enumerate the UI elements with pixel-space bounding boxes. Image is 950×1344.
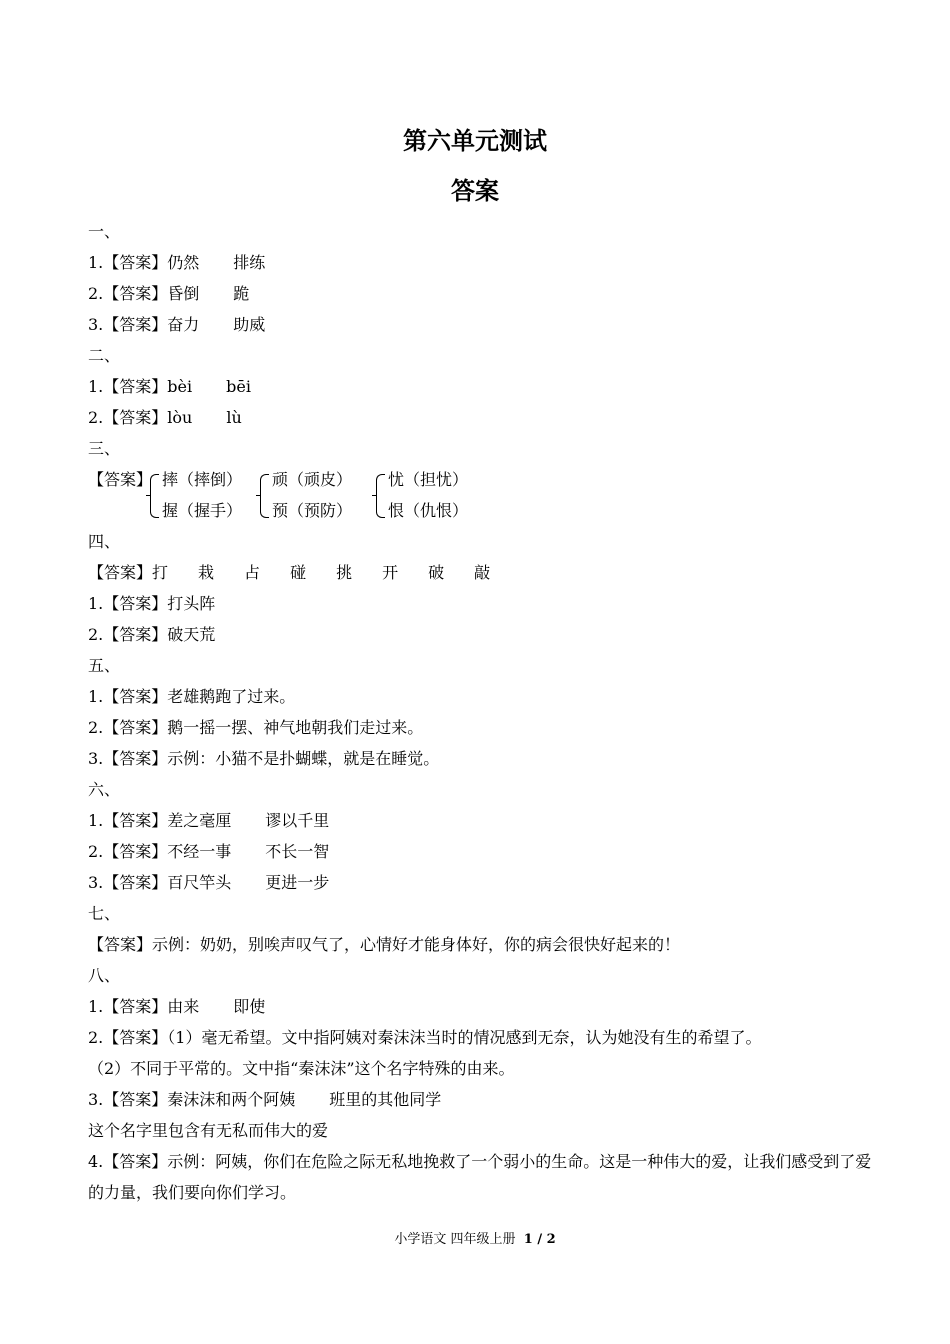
answer-line: 这个名字里包含有无私而伟大的爱	[88, 1121, 329, 1140]
answer-line: 1.【答案】bèi bēi	[88, 377, 251, 396]
brace-icon	[150, 474, 159, 518]
answer-line: 2.【答案】不经一事 不长一智	[88, 842, 330, 861]
answer-line: 2.【答案】昏倒 跪	[88, 284, 250, 303]
section-8-heading: 八、	[88, 966, 121, 985]
answer-line: 1.【答案】打头阵	[88, 594, 216, 613]
brace-icon	[260, 474, 269, 518]
page-number: 1 / 2	[523, 1232, 556, 1247]
section-7-heading: 七、	[88, 904, 121, 923]
section-5-heading: 五、	[88, 656, 121, 675]
brace-group	[376, 464, 468, 526]
answer-line: 2.【答案】（1）毫无希望。文中指阿姨对秦沫沫当时的情况感到无奈，认为她没有生的希望了。	[88, 1028, 762, 1047]
section-3-heading: 三、	[88, 439, 121, 458]
answer-line: 2.【答案】lòu lù	[88, 408, 242, 427]
answer-line: 【答案】示例：奶奶，别唉声叹气了，心情好才能身体好，你的病会很快好起来的！	[88, 935, 681, 954]
answer-line: 1.【答案】老雄鹅跑了过来。	[88, 687, 296, 706]
answer-line: （2）不同于平常的。文中指“秦沫沫”这个名字特殊的由来。	[88, 1059, 515, 1078]
group-item: 顽（顽皮）	[272, 470, 353, 489]
answer-line: 【答案】打 栽 占 碰 挑 开 破 敲	[88, 563, 491, 582]
page-subtitle: 答案	[451, 177, 499, 205]
brace-answer-row	[88, 464, 878, 526]
answer-line: 3.【答案】百尺竿头 更进一步	[88, 873, 330, 892]
answer-line: 2.【答案】鹅一摇一摆、神气地朝我们走过来。	[88, 718, 424, 737]
section-6-heading: 六、	[88, 780, 121, 799]
answer-label: 【答案】	[88, 470, 153, 489]
answer-line: 1.【答案】仍然 排练	[88, 253, 266, 272]
group-item: 握（握手）	[162, 501, 243, 520]
answer-line: 3.【答案】奋力 助威	[88, 315, 266, 334]
footer-text: 小学语文 四年级上册	[394, 1232, 516, 1247]
brace-icon	[376, 474, 385, 518]
group-item: 预（预防）	[272, 501, 353, 520]
answer-line: 2.【答案】破天荒	[88, 625, 216, 644]
brace-group	[150, 464, 242, 526]
brace-group	[260, 464, 352, 526]
answer-paragraph: 4.【答案】示例：阿姨，你们在危险之际无私地挽救了一个弱小的生命。这是一种伟大的爱，让我们感受到了爱的力量，我们要向你们学习。	[88, 1152, 872, 1202]
section-1-heading: 一、	[88, 222, 121, 241]
section-4-heading: 四、	[88, 532, 121, 551]
answer-line: 3.【答案】示例：小猫不是扑蝴蝶，就是在睡觉。	[88, 749, 440, 768]
group-item: 恨（仇恨）	[388, 501, 469, 520]
answer-content	[88, 216, 878, 1208]
answer-line: 1.【答案】差之毫厘 谬以千里	[88, 811, 330, 830]
group-item: 忧（担忧）	[388, 470, 469, 489]
page-title: 第六单元测试	[403, 127, 547, 155]
section-2-heading: 二、	[88, 346, 121, 365]
page-footer	[0, 1228, 950, 1247]
group-item: 摔（摔倒）	[162, 470, 243, 489]
answer-line: 1.【答案】由来 即使	[88, 997, 266, 1016]
answer-line: 3.【答案】秦沫沫和两个阿姨 班里的其他同学	[88, 1090, 442, 1109]
